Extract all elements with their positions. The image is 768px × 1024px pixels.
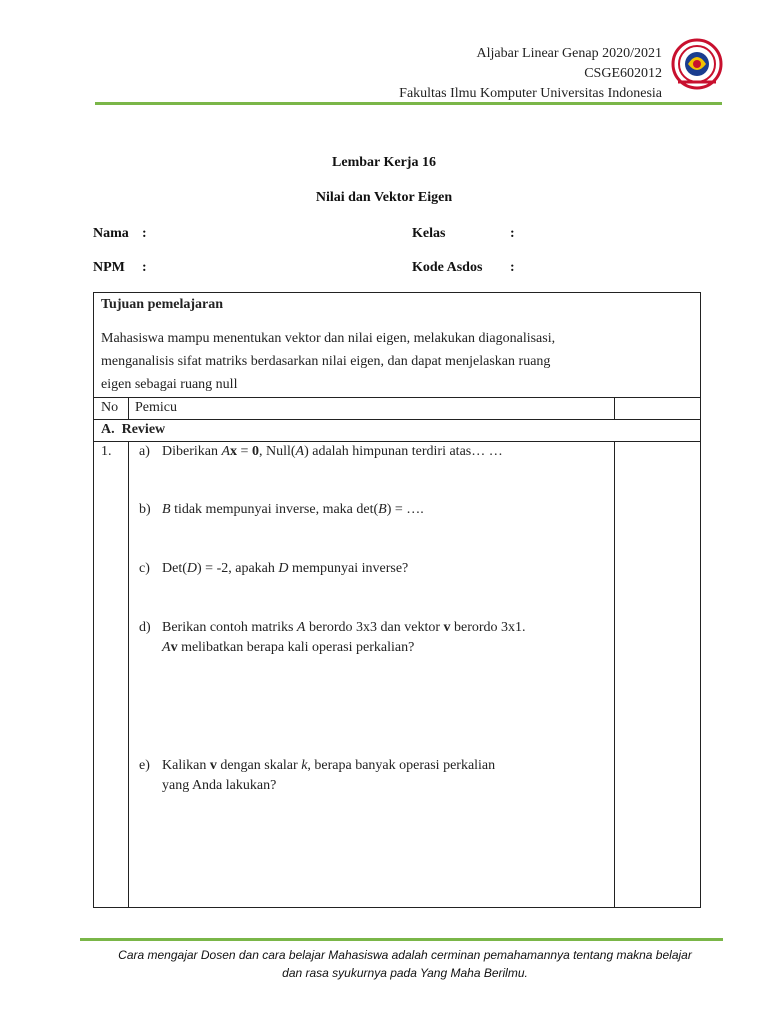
worksheet-table xyxy=(93,292,701,908)
item-c-text: Det(D) = -2, apakah D mempunyai inverse? xyxy=(162,561,409,576)
item-b-text: B tidak mempunyai inverse, maka det(B) = …. xyxy=(162,502,424,517)
item-a-text: Diberikan Ax = 0, Null(A) adalah himpunan terdiri atas… … xyxy=(162,444,503,459)
table-divider xyxy=(94,419,700,420)
field-npm-label: NPM xyxy=(93,260,125,275)
item-e-text-cont: yang Anda lakukan? xyxy=(162,778,277,793)
field-kode-asdos-label: Kode Asdos xyxy=(412,260,483,275)
section-heading: A. Review xyxy=(101,422,166,437)
item-d-text-cont: Av melibatkan berapa kali operasi perkalian? xyxy=(162,640,415,655)
row-number: 1. xyxy=(101,444,112,459)
objective-label: Tujuan pemelajaran xyxy=(101,297,224,312)
item-d-text: Berikan contoh matriks A berordo 3x3 dan vektor v berordo 3x1. xyxy=(162,620,526,635)
item-e-label: e) xyxy=(139,758,150,773)
item-a-label: a) xyxy=(139,444,150,459)
column-divider xyxy=(614,397,615,419)
column-divider xyxy=(128,441,129,907)
course-title: Aljabar Linear Genap 2020/2021 xyxy=(476,46,662,61)
column-header-no: No xyxy=(101,400,119,415)
item-d-label: d) xyxy=(139,620,151,635)
footer-line: dan rasa syukurnya pada Yang Maha Berilmu. xyxy=(282,966,528,980)
course-code: CSGE602012 xyxy=(584,66,662,81)
field-kelas-colon: : xyxy=(510,226,515,241)
item-b-label: b) xyxy=(139,502,151,517)
field-nama-colon: : xyxy=(142,226,147,241)
field-npm-colon: : xyxy=(142,260,147,275)
footer-quote xyxy=(80,946,730,982)
footer-line: Cara mengajar Dosen dan cara belajar Mahasiswa adalah cerminan pemahamannya tentang makna belajar xyxy=(118,948,692,962)
header-divider xyxy=(95,102,722,105)
objective-line: menganalisis sifat matriks berdasarkan nilai eigen, dan dapat menjelaskan ruang xyxy=(101,354,551,369)
footer-divider xyxy=(80,938,723,941)
objective-line: Mahasiswa mampu menentukan vektor dan nilai eigen, melakukan diagonalisasi, xyxy=(101,331,556,346)
column-header-pemicu: Pemicu xyxy=(135,400,177,415)
item-c-label: c) xyxy=(139,561,150,576)
faculty-name: Fakultas Ilmu Komputer Universitas Indonesia xyxy=(399,86,662,101)
worksheet-subtitle: Nilai dan Vektor Eigen xyxy=(315,190,453,205)
column-divider xyxy=(614,441,615,907)
field-kode-asdos-colon: : xyxy=(510,260,515,275)
item-e-text: Kalikan v dengan skalar k, berapa banyak operasi perkalian xyxy=(162,758,496,773)
field-kelas-label: Kelas xyxy=(412,226,446,241)
objective-line: eigen sebagai ruang null xyxy=(101,377,238,392)
table-divider xyxy=(94,397,700,398)
worksheet-title: Lembar Kerja 16 xyxy=(332,155,436,170)
makara-ui-logo xyxy=(668,38,726,90)
column-divider xyxy=(128,397,129,419)
field-nama-label: Nama xyxy=(93,226,129,241)
